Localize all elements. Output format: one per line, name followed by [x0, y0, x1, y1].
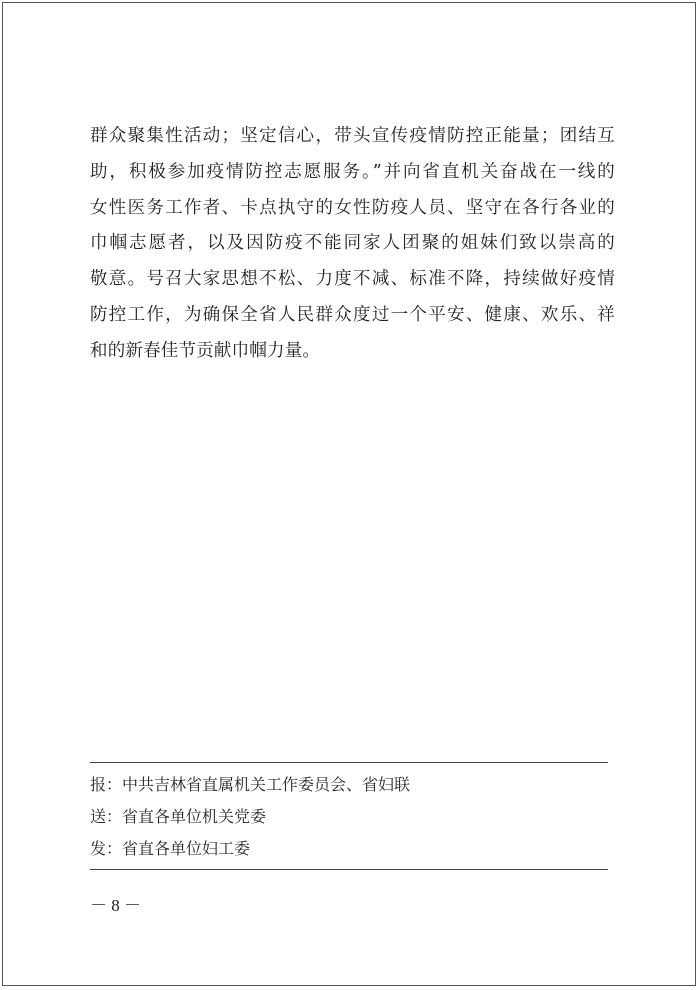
distribution-issue-line: 发：省直各单位妇工委: [90, 839, 251, 858]
distribution-send-line: 送：省直各单位机关党委: [90, 807, 267, 826]
body-line: 和的新春佳节贡献巾帼力量。: [90, 340, 321, 361]
body-line: 群众聚集性活动；坚定信心，带头宣传疫情防控正能量；团结互: [90, 126, 615, 146]
distribution-top-divider: [90, 762, 608, 763]
body-line: 防控工作，为确保全省人民群众度过一个平安、健康、欢乐、祥: [90, 304, 615, 325]
page-number: － 8 －: [90, 896, 141, 915]
body-line: 巾帼志愿者，以及因防疫不能同家人团聚的姐妹们致以崇高的: [90, 233, 615, 254]
distribution-bottom-divider: [90, 869, 608, 870]
distribution-report-line: 报：中共吉林省直属机关工作委员会、省妇联: [90, 775, 411, 794]
body-line: 女性医务工作者、卡点执守的女性防疫人员、坚守在各行各业的: [90, 197, 615, 218]
body-paragraph: [90, 119, 615, 370]
body-line: 敬意。号召大家思想不松、力度不减、标准不降，持续做好疫情: [90, 269, 615, 290]
body-line: 助，积极参加疫情防控志愿服务。”并向省直机关奋战在一线的: [90, 161, 615, 182]
